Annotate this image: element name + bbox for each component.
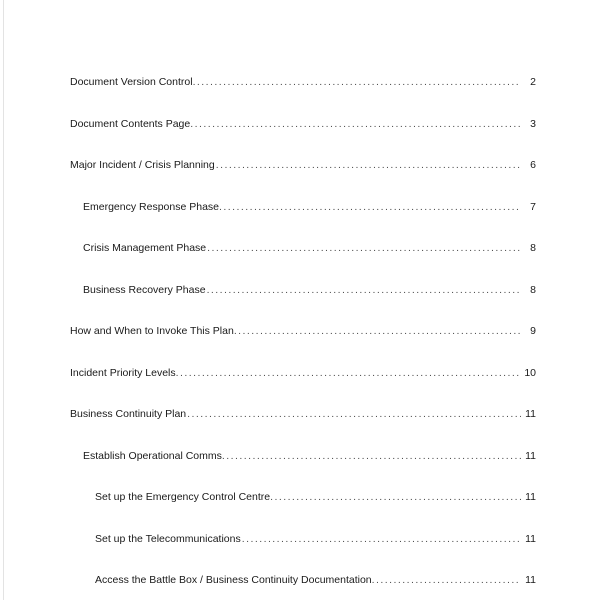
toc-entry-label: Business Continuity Plan: [70, 408, 187, 420]
toc-entry-label: Document Version Control: [70, 76, 193, 88]
page-edge-line: [3, 0, 4, 600]
toc-entry[interactable]: [83, 242, 536, 255]
toc-entry-label: Access the Battle Box / Business Continuity Documentation: [95, 574, 372, 586]
toc-dot-leader: [234, 325, 521, 338]
toc-dot-leader: [207, 242, 521, 255]
toc-entry-label: Incident Priority Levels: [70, 366, 176, 379]
toc-entry-label: Set up the Emergency Control Centre: [95, 491, 271, 503]
toc-page-number: 10: [524, 366, 536, 379]
toc-entry-label: Business Recovery Phase: [83, 283, 206, 296]
toc-entry[interactable]: [70, 367, 536, 380]
toc-entry[interactable]: [83, 284, 536, 297]
toc-page-number: 6: [530, 159, 536, 171]
toc-page-number: 3: [530, 117, 536, 130]
toc-entry[interactable]: [95, 533, 536, 546]
toc-page-number: 11: [525, 491, 536, 503]
toc-entry[interactable]: [95, 574, 536, 587]
toc-dot-leader: [193, 76, 521, 89]
toc-entry[interactable]: [70, 325, 536, 338]
toc-entry-label: Establish Operational Comms: [83, 449, 222, 462]
toc-dot-leader: [187, 408, 521, 421]
toc-dot-leader: [207, 284, 521, 297]
toc-entry-label: Document Contents Page: [70, 117, 191, 130]
toc-entry[interactable]: [83, 201, 536, 214]
toc-page-number: 8: [530, 283, 536, 296]
toc-entry-label: Major Incident / Crisis Planning: [70, 159, 215, 171]
toc-page-number: 2: [530, 76, 536, 88]
toc-dot-leader: [190, 118, 521, 131]
toc-dot-leader: [176, 367, 521, 380]
toc-page-number: 11: [525, 449, 536, 462]
toc-page-number: 7: [530, 200, 536, 213]
toc-dot-leader: [216, 159, 521, 172]
toc-entry-label: Emergency Response Phase: [83, 200, 219, 213]
toc-dot-leader: [219, 201, 521, 214]
toc-dot-leader: [372, 574, 521, 587]
toc-page-number: 11: [525, 532, 536, 545]
toc-page-number: 9: [530, 325, 536, 337]
toc-entry[interactable]: [70, 118, 536, 131]
toc-entry[interactable]: [70, 408, 536, 421]
toc-dot-leader: [270, 491, 521, 504]
toc-entry[interactable]: [70, 76, 536, 89]
toc-entry-label: How and When to Invoke This Plan: [70, 325, 234, 337]
toc-page-number: 11: [525, 408, 536, 420]
toc-entry[interactable]: [95, 491, 536, 504]
toc-entry[interactable]: [83, 450, 536, 463]
toc-entry[interactable]: [70, 159, 536, 172]
toc-entry-label: Set up the Telecommunications: [95, 532, 241, 545]
toc-page-number: 8: [530, 242, 536, 254]
toc-page-number: 11: [525, 574, 536, 586]
toc-dot-leader: [222, 450, 521, 463]
toc-dot-leader: [242, 533, 521, 546]
toc-entry-label: Crisis Management Phase: [83, 242, 207, 254]
